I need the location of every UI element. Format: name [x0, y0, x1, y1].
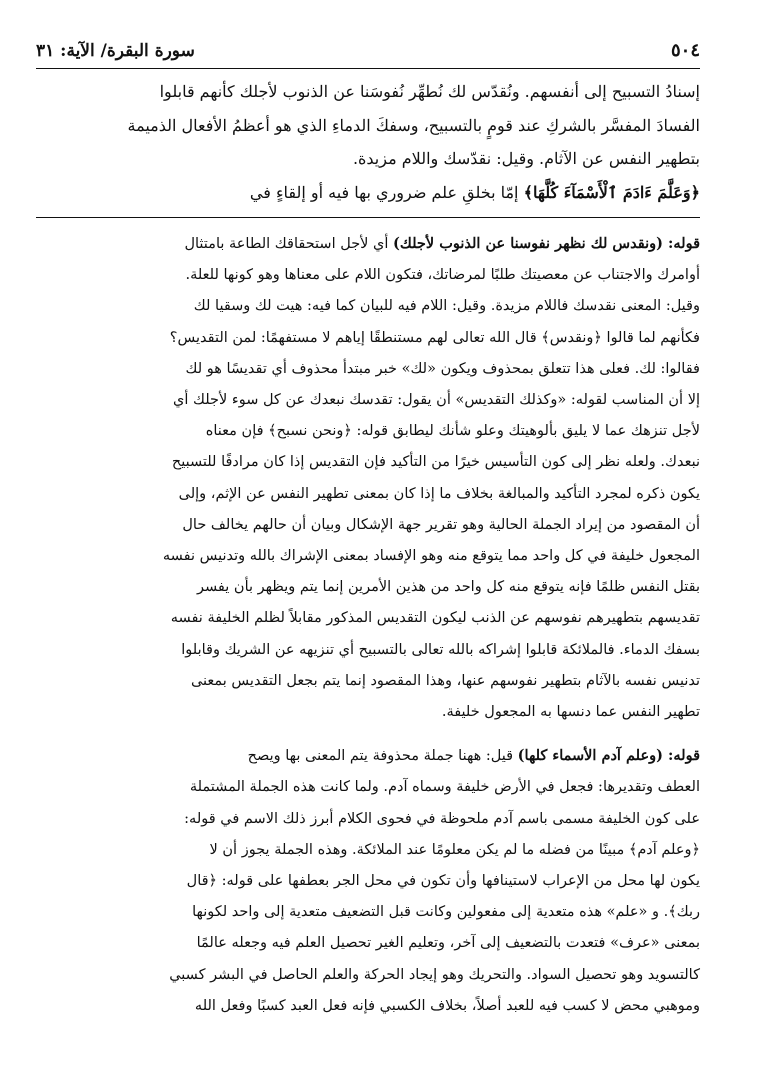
commentary-line: وموهبي محض لا كسب فيه للعبد أصلاً، بخلاف الكسبي فإنه فعل العبد كسبًا وفعل الله	[194, 997, 700, 1014]
verse-explanation: إمّا بخلقِ علم ضروري بها فيه أو إلقاءٍ في	[249, 182, 524, 202]
commentary-line: بمعنى «عرف» فتعدت بالتضعيف إلى آخر، وتعليم الغير تحصيل العلم فيه وجعله عالمًا	[196, 935, 700, 952]
commentary-line: أن المقصود من إيراد الجملة الحالية وهو تقرير جهة الإشكال وبيان أن حالهم يخالف حال	[182, 516, 700, 533]
commentary-line: يكون لها محل من الإعراب لاستينافها وأن تكون في محل الجر بعطفها على قوله: ﴿قال	[186, 873, 700, 890]
commentary-line: ﴿وعلم آدم﴾ مبينًا من فضله ما لم يكن معلومًا عند الملائكة. وهذه الجملة يجوز أن لا	[209, 841, 700, 858]
commentary-lead: قوله:	[662, 747, 700, 765]
commentary-text: قيل: ههنا جملة محذوفة يتم المعنى بها ويصح	[247, 748, 518, 765]
commentary-line: بسفك الدماء. فالملائكة قابلوا إشراكه بالله تعالى بالتسبيح أي تنزيهه عن الشريك وقابلوا	[181, 641, 700, 658]
commentary-text: أي لأجل استحقاقك الطاعة بامتثال	[184, 236, 394, 252]
commentary-quote: (ونقدس لك نظهر نفوسنا عن الذنوب لأجلك)	[393, 235, 663, 252]
quran-verse: ﴿وَعَلَّمَ ءَادَمَ ٱلْأَسْمَآءَ كُلَّهَا﴾	[523, 182, 700, 202]
commentary-quote: (وعلم آدم الأسماء كلها)	[517, 747, 663, 765]
commentary-line	[36, 740, 700, 772]
page-number: ٥٠٤	[670, 40, 700, 61]
commentary-line: لأجل تنزهك عما لا يليق بألوهيتك وعلو شأنك ليطابق قوله: ﴿ونحن نسبح﴾ فإن معناه	[205, 423, 700, 440]
commentary-line: على كون الخليفة مسمى باسم آدم ملحوظة في فحوى الكلام أبرز ذلك الاسم في قوله:	[184, 810, 700, 827]
main-text	[36, 75, 700, 209]
commentary-line: تطهير النفس عما دنسها به المجعول خليفة.	[441, 704, 700, 721]
commentary-line: يكون ذكره لمجرد التأكيد والمبالغة بخلاف ما إذا كان بمعنى تطهير النفس عن الإثم، وإلى	[178, 485, 700, 502]
surah-reference: سورة البقرة/ الآية: ٣١	[36, 41, 195, 61]
main-text-line: إسنادُ التسبيح إلى أنفسهم. ونُقدّس لك نُطهِّر نُفوسَنا عن الذنوب لأجلك كأنهم قابلوا	[159, 82, 700, 101]
page-header	[36, 38, 700, 69]
main-text-line	[36, 176, 700, 210]
commentary-line: المجعول خليفة في كل واحد مما يتوقع منه وهو الإفساد بمعنى الإشراك بالله وتدنيس نفسه	[162, 548, 700, 565]
commentary-lead: قوله:	[662, 235, 700, 252]
commentary	[36, 228, 700, 1022]
commentary-line: وقيل: المعنى نقدسك فاللام مزيدة. وقيل: اللام فيه للبيان كما فيه: هيت لك وسقيا لك	[193, 298, 700, 315]
commentary-line	[36, 228, 700, 260]
commentary-line: فقالوا: لك. فعلى هذا تتعلق بمحذوف ويكون «لك» خبر مبتدأ محذوف أي تقديسًا هو لك	[185, 360, 700, 377]
main-text-line: بتطهير النفس عن الآثام. وقيل: نقدّسك واللام مزيدة.	[352, 149, 700, 168]
commentary-line: تقديسهم بتطهيرهم نفوسهم عن الذنب ليكون التقديس المذكور مقابلاً لظلم الخليفة نفسه	[170, 610, 700, 627]
main-text-line: الفسادَ المفسَّر بالشركِ عند قومٍ بالتسبيح، وسفكَ الدماءِ الذي هو أعظمُ الأفعال الذميمة	[127, 115, 700, 135]
section-divider	[36, 217, 700, 218]
commentary-line: إلا أن المناسب لقوله: «وكذلك التقديس» أن يقول: تقدسك نبعدك عن كل سوء لأجلك أي	[173, 392, 700, 409]
commentary-line: بقتل النفس ظلمًا فإنه يتوقع منه كل واحد من هذين الأمرين إنما يتم ويظهر بأن يفسر	[197, 579, 700, 596]
commentary-line: كالتسويد وهو تحصيل السواد. والتحريك وهو إيجاد الحركة والعلم الحاصل في البشر كسبي	[169, 966, 700, 983]
commentary-line: العطف وتقديرها: فجعل في الأرض خليفة وسماه آدم. ولما كانت هذه الجملة المشتملة	[189, 779, 700, 796]
commentary-line: فكأنهم لما قالوا ﴿ونقدس﴾ قال الله تعالى لهم مستنطقًا إياهم لا مستفهمًا: لمن التقديس؟	[169, 329, 700, 346]
commentary-line: أوامرك والاجتناب عن معصيتك طلبًا لمرضاتك، فتكون اللام على معناها وهو كونها للعلة.	[185, 267, 700, 284]
commentary-line: ربك﴾. و «علم» هذه متعدية إلى مفعولين وكانت قبل التضعيف متعدية إلى واحد لكونها	[192, 904, 700, 921]
paragraph-gap	[36, 728, 700, 740]
commentary-line: نبعدك. ولعله نظر إلى كون التأسيس خيرًا من التأكيد فإن التقديس إذا كان مرادفًا للتسبيح	[171, 454, 700, 471]
commentary-line: تدنيس نفسه بالآثام بتطهير نفوسهم عنها، وهذا المقصود إنما يتم بجعل التقديس بمعنى	[190, 672, 700, 689]
